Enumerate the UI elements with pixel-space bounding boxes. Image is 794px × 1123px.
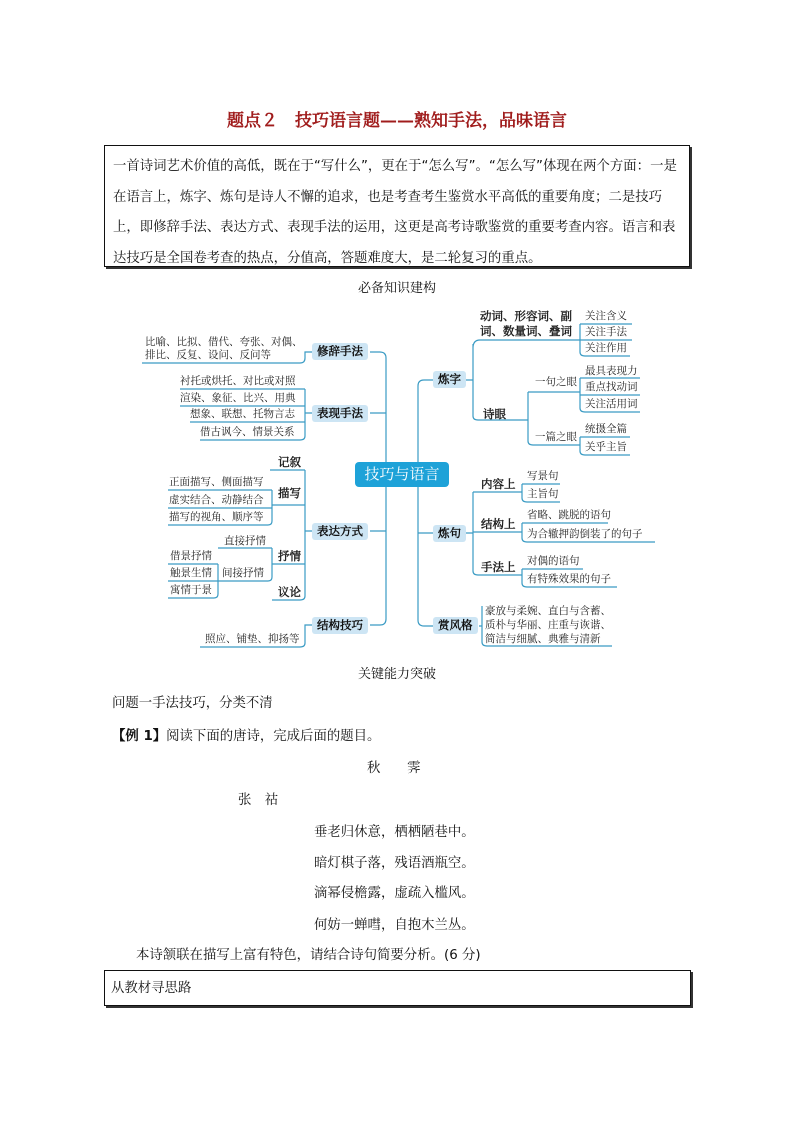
shoufa-item: 有特殊效果的句子 <box>527 573 611 585</box>
biaoxian-item: 想象、联想、托物言志 <box>190 408 295 420</box>
fengge-item: 简洁与细腻、典雅与清新 <box>485 633 601 645</box>
biaoda-miaoxie: 描写 <box>278 486 301 500</box>
example-label: 【例 1】 <box>112 729 167 744</box>
biaoxian-item: 借古讽今、情景关系 <box>200 426 295 438</box>
lianju-neirong: 内容上 <box>481 477 516 491</box>
biaoda-jixu: 记叙 <box>278 455 301 469</box>
ci-item: 关注手法 <box>585 326 627 338</box>
yiju-item: 最具表现力 <box>585 365 638 377</box>
biaoda-shuqing: 抒情 <box>278 549 301 563</box>
xiuci-item: 排比、反复、设问、反问等 <box>145 349 271 361</box>
shuqing-item: 触景生情 <box>170 567 212 579</box>
miaoxie-item: 正面描写、侧面描写 <box>169 476 264 488</box>
shuqing-item: 借景抒情 <box>170 550 212 562</box>
example-intro <box>112 725 380 744</box>
yipian-item: 统摄全篇 <box>585 423 627 435</box>
yiju-item: 重点找动词 <box>585 381 638 393</box>
intro-box: 一首诗词艺术价值的高低，既在于“写什么”，更在于“怎么写”。“怎么写”体现在两个方面：一是在语言上，炼字、炼句是诗人不懈的追求，也是考查考生鉴赏水平高低的重要角度；二是技巧上，即修辞手法、表达方式、表现手法的运用，这更是高考诗歌鉴赏的重要考查内容。语言和表达技巧是全国卷考查的热点，分值高，答题难度大，是二轮复习的重点。 <box>104 145 690 267</box>
poem-author: 张 祜 <box>238 793 279 808</box>
shoufa-item: 对偶的语句 <box>527 555 580 567</box>
problem-heading: 问题一手法技巧，分类不清 <box>112 696 273 711</box>
poem-title: 秋 霁 <box>367 761 421 776</box>
lianju-shoufa: 手法上 <box>481 560 516 574</box>
lianzi-ci: 动词、形容词、副 <box>480 309 572 323</box>
shiyan-yipian: 一篇之眼 <box>535 431 577 443</box>
jiegou-item: 照应、铺垫、抑扬等 <box>205 633 300 645</box>
mindmap-hub: 技巧与语言 <box>355 462 449 487</box>
yipian-item: 关乎主旨 <box>585 441 627 453</box>
node-xiuci: 修辞手法 <box>312 343 368 360</box>
shuqing-jianjie: 间接抒情 <box>222 567 264 579</box>
xiuci-item: 比喻、比拟、借代、夸张、对偶、 <box>145 336 303 348</box>
miaoxie-item: 虚实结合、动静结合 <box>169 494 264 506</box>
biaoda-yilun: 议论 <box>278 585 301 599</box>
node-jiegou: 结构技巧 <box>312 617 368 634</box>
lianzi-shiyan: 诗眼 <box>483 407 506 421</box>
poem-line: 暗灯棋子落，残语酒瓶空。 <box>314 856 475 871</box>
lianzi-ci: 词、数量词、叠词 <box>480 324 572 338</box>
shiyan-yiju: 一句之眼 <box>535 376 577 388</box>
poem-line: 滴幂侵檐露，虚疏入槛风。 <box>314 886 475 901</box>
page-title: 题点２ 技巧语言题——熟知手法，品味语言 <box>227 111 567 131</box>
node-lianzi: 炼字 <box>433 371 466 388</box>
node-lianju: 炼句 <box>433 525 466 542</box>
biaoxian-item: 衬托或烘托、对比或对照 <box>180 375 296 387</box>
lianju-jiegou: 结构上 <box>481 517 516 531</box>
fengge-item: 质朴与华丽、庄重与诙谐、 <box>485 619 611 631</box>
shuqing-item: 寓情于景 <box>170 584 212 596</box>
section-heading-ability: 关键能力突破 <box>357 667 436 682</box>
jiegou-sentence-item: 省略、跳脱的语句 <box>527 509 611 521</box>
fengge-item: 豪放与柔婉、直白与含蓄、 <box>485 605 611 617</box>
node-fengge: 赏风格 <box>433 617 478 634</box>
question-text: 本诗颔联在描写上富有特色，请结合诗句简要分析。(6 分) <box>136 948 481 963</box>
section-heading-knowledge: 必备知识建构 <box>357 281 436 296</box>
biaoxian-item: 渲染、象征、比兴、用典 <box>180 392 296 404</box>
neirong-item: 主旨句 <box>527 488 559 500</box>
shuqing-zhijie: 直接抒情 <box>224 535 266 547</box>
neirong-item: 写景句 <box>527 470 559 482</box>
poem-line: 何妨一蝉嘒，自抱木兰丛。 <box>314 918 475 933</box>
textbook-hint-box: 从教材寻思路 <box>104 970 691 1006</box>
yiju-item: 关注活用词 <box>585 398 638 410</box>
node-biaoda: 表达方式 <box>312 523 368 540</box>
example-text: 阅读下面的唐诗，完成后面的题目。 <box>166 729 381 744</box>
ci-item: 关注作用 <box>585 342 627 354</box>
jiegou-sentence-item: 为合辙押韵倒装了的句子 <box>527 528 643 540</box>
miaoxie-item: 描写的视角、顺序等 <box>169 511 264 523</box>
poem-line: 垂老归休意，栖栖陋巷中。 <box>314 825 475 840</box>
node-biaoxian: 表现手法 <box>312 405 368 422</box>
ci-item: 关注含义 <box>585 310 627 322</box>
